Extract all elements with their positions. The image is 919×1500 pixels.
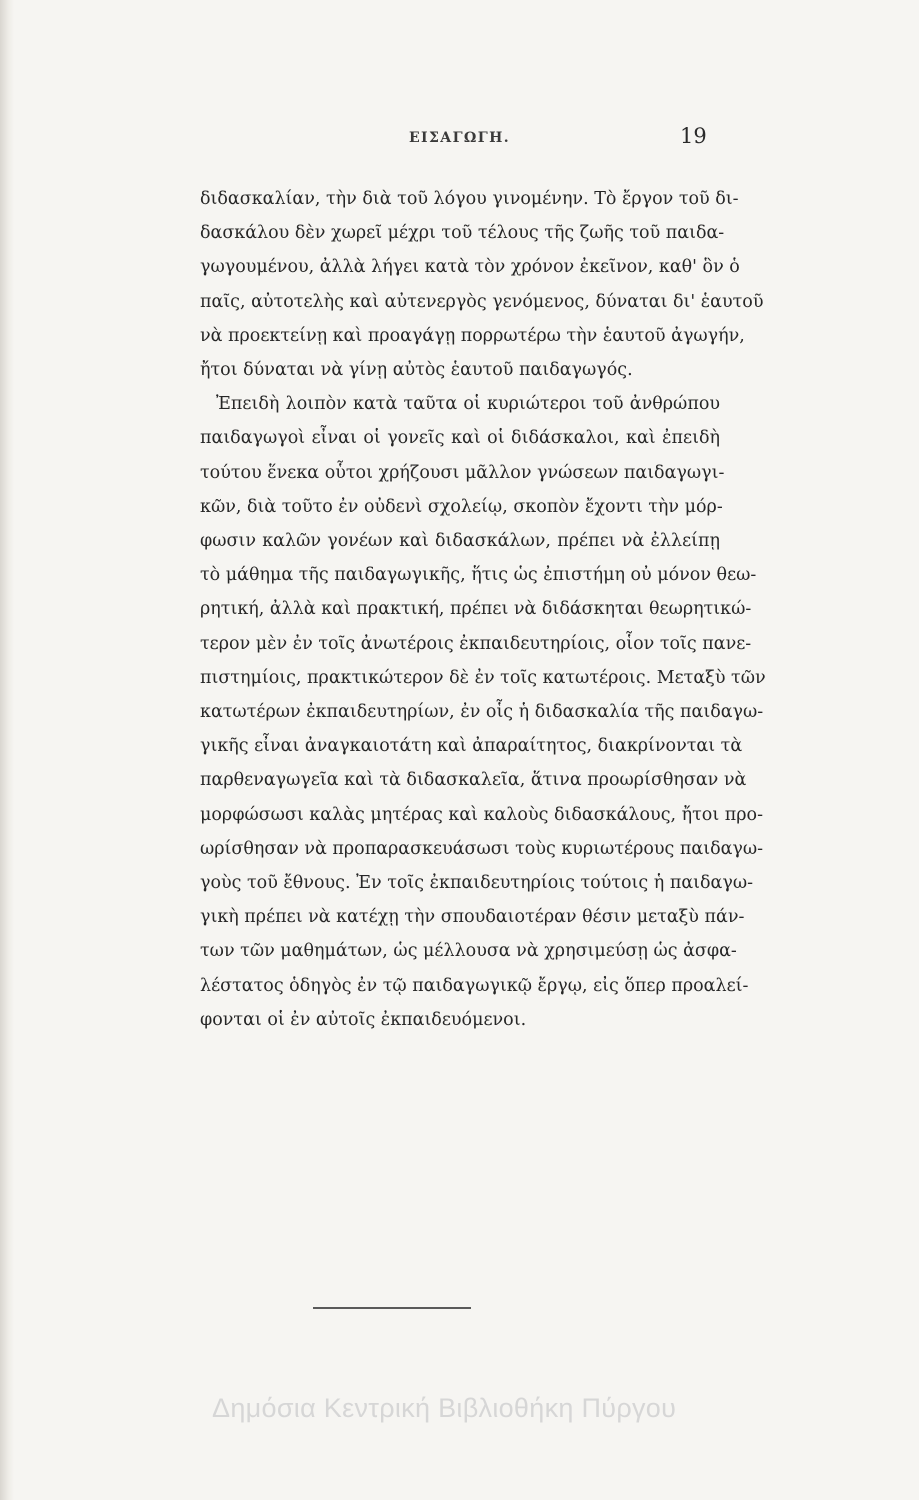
text-line: διδασκαλίαν, τὴν διὰ τοῦ λόγου γινομένην. Τὸ ἔργον τοῦ δι- (200, 189, 739, 209)
text-line: μορφώσωσι καλὰς μητέρας καὶ καλοὺς διδασκάλους, ἤτοι προ- (200, 804, 763, 825)
text-line: πιστημίοις, πρακτικώτερον δὲ ἐν τοῖς κατωτέροις. Μεταξὺ τῶν (200, 667, 766, 688)
text-line: τερον μὲν ἐν τοῖς ἀνωτέροις ἐκπαιδευτηρίοις, οἷον τοῖς πανε- (200, 633, 752, 654)
text-line: γικῆς εἶναι ἀναγκαιοτάτη καὶ ἀπαραίτητος, διακρίνονται τὰ (200, 736, 743, 757)
section-divider (313, 1307, 471, 1309)
text-line: κατωτέρων ἐκπαιδευτηρίων, ἐν οἷς ἡ διδασκαλία τῆς παιδαγω- (200, 702, 764, 723)
text-line: των τῶν μαθημάτων, ὡς μέλλουσα νὰ χρησιμεύσῃ ὡς ἀσφα- (200, 941, 737, 962)
text-line: δασκάλου δὲν χωρεῖ μέχρι τοῦ τέλους τῆς ζωῆς τοῦ παιδα- (200, 223, 725, 244)
scan-edge-shadow (0, 0, 14, 1500)
text-line: νὰ προεκτείνῃ καὶ προαγάγῃ πορρωτέρω τὴν ἑαυτοῦ ἀγωγήν, (200, 325, 745, 346)
text-line: φονται οἱ ἐν αὐτοῖς ἐκπαιδευόμενοι. (200, 1009, 527, 1030)
text-line: ρητική, ἀλλὰ καὶ πρακτική, πρέπει νὰ διδάσκηται θεωρητικώ- (200, 599, 752, 620)
text-line: κῶν, διὰ τοῦτο ἐν οὐδενὶ σχολείῳ, σκοπὸν ἔχοντι τὴν μόρ- (200, 496, 723, 517)
text-line: γωγουμένου, ἀλλὰ λήγει κατὰ τὸν χρόνον ἐκεῖνον, καθ' ὃν ὁ (200, 257, 740, 278)
text-line: παρθεναγωγεῖα καὶ τὰ διδασκαλεῖα, ἅτινα προωρίσθησαν νὰ (200, 770, 747, 791)
text-line: γικὴ πρέπει νὰ κατέχῃ τὴν σπουδαιοτέραν θέσιν μεταξὺ πάν- (200, 907, 745, 928)
text-line: τούτου ἕνεκα οὗτοι χρήζουσι μᾶλλον γνώσεων παιδαγωγι- (200, 462, 725, 483)
text-line: λέστατος ὁδηγὸς ἐν τῷ παιδαγωγικῷ ἔργῳ, εἰς ὅπερ προαλεί- (200, 975, 749, 996)
running-header: ΕΙΣΑΓΩΓΗ. (408, 130, 511, 146)
text-line: γοὺς τοῦ ἔθνους. Ἐν τοῖς ἐκπαιδευτηρίοις τούτοις ἡ παιδαγω- (200, 873, 754, 894)
text-line: ωρίσθησαν νὰ προπαρασκευάσωσι τοὺς κυριωτέρους παιδαγω- (200, 838, 764, 859)
text-line: φωσιν καλῶν γονέων καὶ διδασκάλων, πρέπει νὰ ἐλλείπῃ (200, 531, 720, 552)
text-line: τὸ μάθημα τῆς παιδαγωγικῆς, ἥτις ὡς ἐπιστήμη οὐ μόνον θεω- (200, 565, 757, 586)
page-number: 19 (680, 124, 707, 148)
text-line: παῖς, αὐτοτελὴς καὶ αὐτενεργὸς γενόμενος, δύναται δι' ἑαυτοῦ (200, 291, 764, 312)
library-watermark: Δημόσια Κεντρική Βιβλιοθήκη Πύργου (212, 1393, 677, 1423)
text-line: παιδαγωγοὶ εἶναι οἱ γονεῖς καὶ οἱ διδάσκαλοι, καὶ ἐπειδὴ (200, 428, 720, 449)
body-text (200, 182, 766, 1037)
text-line: Ἐπειδὴ λοιπὸν κατὰ ταῦτα οἱ κυριώτεροι τοῦ ἀνθρώπου (216, 394, 720, 415)
text-line: ἤτοι δύναται νὰ γίνῃ αὐτὸς ἑαυτοῦ παιδαγωγός. (200, 360, 633, 381)
